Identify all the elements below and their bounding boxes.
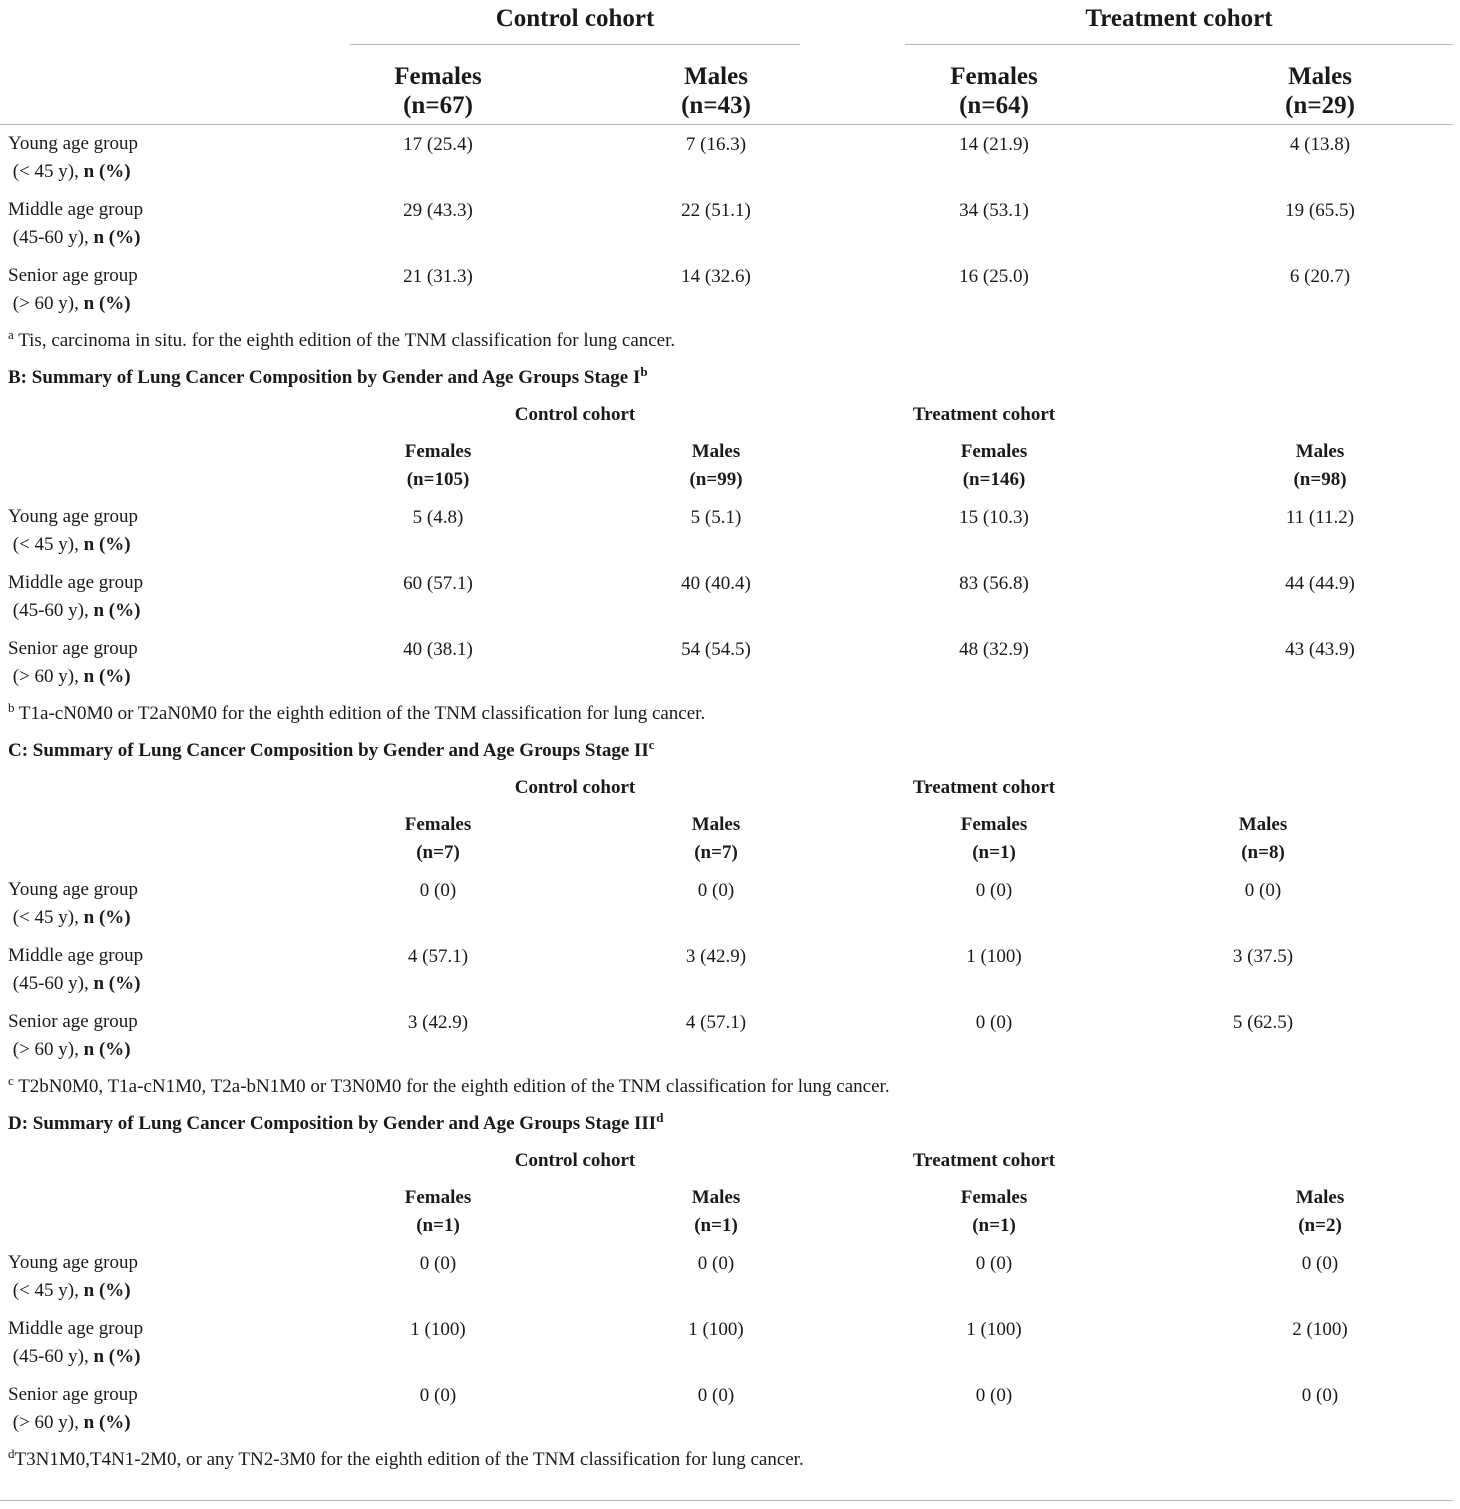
row-label: Young age group (< 45 y), n (%) xyxy=(8,1252,139,1301)
table-cell: 1 (100) xyxy=(966,946,1022,967)
table-cell: 6 (20.7) xyxy=(1289,266,1351,287)
control-cohort-header: Control cohort xyxy=(514,1150,636,1171)
column-header: Females (n=64) xyxy=(950,63,1038,119)
table-cell: 43 (43.9) xyxy=(1285,639,1355,660)
treatment-cohort-rule xyxy=(905,44,1453,45)
row-label: Senior age group (> 60 y), n (%) xyxy=(8,1384,138,1433)
table-cell: 0 (0) xyxy=(419,880,457,901)
table-cell: 60 (57.1) xyxy=(403,573,473,594)
table-cell: 2 (100) xyxy=(1292,1319,1348,1340)
table-cell: 0 (0) xyxy=(1301,1253,1339,1274)
table-cell: 5 (62.5) xyxy=(1232,1012,1294,1033)
table-cell: 19 (65.5) xyxy=(1285,200,1355,221)
column-header: Males (n=99) xyxy=(689,441,743,490)
column-header: Females (n=105) xyxy=(404,441,472,490)
row-label: Middle age group (45-60 y), n (%) xyxy=(8,572,144,621)
row-label: Young age group (< 45 y), n (%) xyxy=(8,879,139,928)
table-cell: 40 (38.1) xyxy=(403,639,473,660)
control-cohort-header: Control cohort xyxy=(514,404,636,425)
table-cell: 1 (100) xyxy=(966,1319,1022,1340)
table-cell: 0 (0) xyxy=(697,880,735,901)
column-header: Males (n=8) xyxy=(1238,814,1288,863)
row-label: Senior age group (> 60 y), n (%) xyxy=(8,265,138,314)
table-cell: 21 (31.3) xyxy=(403,266,473,287)
footnote: $^d$T3N1M0,T4N1-2M0, or any TN2-3M0 for the eighth edition of the TNM classification for lung cancer. xyxy=(8,1446,804,1470)
column-header: Males (n=2) xyxy=(1295,1187,1345,1236)
row-label: Middle age group (45-60 y), n (%) xyxy=(8,199,144,248)
table-cell: 34 (53.1) xyxy=(959,200,1029,221)
table-cell: 1 (100) xyxy=(688,1319,744,1340)
table-cell: 7 (16.3) xyxy=(685,134,747,155)
table-cell: 0 (0) xyxy=(419,1385,457,1406)
treatment-cohort-header: Treatment cohort xyxy=(912,1150,1056,1171)
column-header: Females (n=1) xyxy=(960,1187,1028,1236)
column-header: Males (n=29) xyxy=(1285,63,1355,119)
table-cell: 54 (54.5) xyxy=(681,639,751,660)
row-label: Middle age group (45-60 y), n (%) xyxy=(8,945,144,994)
table-cell: 0 (0) xyxy=(697,1253,735,1274)
table-cell: 3 (42.9) xyxy=(407,1012,469,1033)
column-header: Females (n=146) xyxy=(960,441,1028,490)
column-header: Males (n=98) xyxy=(1293,441,1347,490)
section-title: D: Summary of Lung Cancer Composition by Gender and Age Groups Stage III$^d$ xyxy=(8,1110,664,1134)
table-cell: 0 (0) xyxy=(975,1012,1013,1033)
treatment-cohort-header: Treatment cohort xyxy=(912,404,1056,425)
table-cell: 4 (13.8) xyxy=(1289,134,1351,155)
table-cell: 4 (57.1) xyxy=(407,946,469,967)
column-header: Males (n=1) xyxy=(691,1187,741,1236)
row-label: Senior age group (> 60 y), n (%) xyxy=(8,638,138,687)
row-label: Middle age group (45-60 y), n (%) xyxy=(8,1318,144,1367)
table-cell: 40 (40.4) xyxy=(681,573,751,594)
column-header: Males (n=43) xyxy=(681,63,751,119)
treatment-cohort-header: Treatment cohort xyxy=(1085,5,1273,32)
table-cell: 0 (0) xyxy=(975,880,1013,901)
table-cell: 0 (0) xyxy=(419,1253,457,1274)
table-cell: 3 (42.9) xyxy=(685,946,747,967)
table-cell: 5 (5.1) xyxy=(690,507,742,528)
row-label: Senior age group (> 60 y), n (%) xyxy=(8,1011,138,1060)
column-header: Females (n=7) xyxy=(404,814,472,863)
table-cell: 4 (57.1) xyxy=(685,1012,747,1033)
table-cell: 14 (21.9) xyxy=(959,134,1029,155)
row-label: Young age group (< 45 y), n (%) xyxy=(8,506,139,555)
table-cell: 0 (0) xyxy=(975,1385,1013,1406)
column-header: Females (n=67) xyxy=(394,63,482,119)
table-cell: 11 (11.2) xyxy=(1285,507,1355,528)
table-cell: 16 (25.0) xyxy=(959,266,1029,287)
control-cohort-header: Control cohort xyxy=(495,5,655,32)
table-cell: 0 (0) xyxy=(697,1385,735,1406)
footnote: $^c$ T2bN0M0, T1a-cN1M0, T2a-bN1M0 or T3N0M0 for the eighth edition of the TNM classification for lung cancer. xyxy=(8,1073,890,1097)
table-cell: 5 (4.8) xyxy=(412,507,464,528)
table-cell: 15 (10.3) xyxy=(959,507,1029,528)
table-cell: 0 (0) xyxy=(975,1253,1013,1274)
control-cohort-rule xyxy=(350,44,800,45)
section-title: B: Summary of Lung Cancer Composition by Gender and Age Groups Stage $I^b$ xyxy=(8,364,648,388)
footnote: $^a$ Tis, carcinoma in situ. for the eighth edition of the TNM classification for lung cancer. xyxy=(8,327,676,351)
table-cell: 83 (56.8) xyxy=(959,573,1029,594)
table-cell: 48 (32.9) xyxy=(959,639,1029,660)
table-cell: 29 (43.3) xyxy=(403,200,473,221)
table-cell: 3 (37.5) xyxy=(1232,946,1294,967)
treatment-cohort-header: Treatment cohort xyxy=(912,777,1056,798)
table-cell: 44 (44.9) xyxy=(1285,573,1355,594)
row-label: Young age group (< 45 y), n (%) xyxy=(8,133,139,182)
table-cell: 0 (0) xyxy=(1244,880,1282,901)
column-header: Females (n=1) xyxy=(404,1187,472,1236)
table-cell: 1 (100) xyxy=(410,1319,466,1340)
table-cell: 17 (25.4) xyxy=(403,134,473,155)
footnote: $^b$ T1a-cN0M0 or T2aN0M0 for the eighth edition of the TNM classification for lung cancer. xyxy=(8,700,706,724)
table-cell: 14 (32.6) xyxy=(681,266,751,287)
column-header: Females (n=1) xyxy=(960,814,1028,863)
table-cell: 0 (0) xyxy=(1301,1385,1339,1406)
control-cohort-header: Control cohort xyxy=(514,777,636,798)
header-rule xyxy=(0,124,1453,125)
table-cell: 22 (51.1) xyxy=(681,200,751,221)
section-title: C: Summary of Lung Cancer Composition by Gender and Age Groups Stage $II^c$ xyxy=(8,737,655,761)
column-header: Males (n=7) xyxy=(691,814,741,863)
bottom-rule xyxy=(0,1500,1453,1501)
